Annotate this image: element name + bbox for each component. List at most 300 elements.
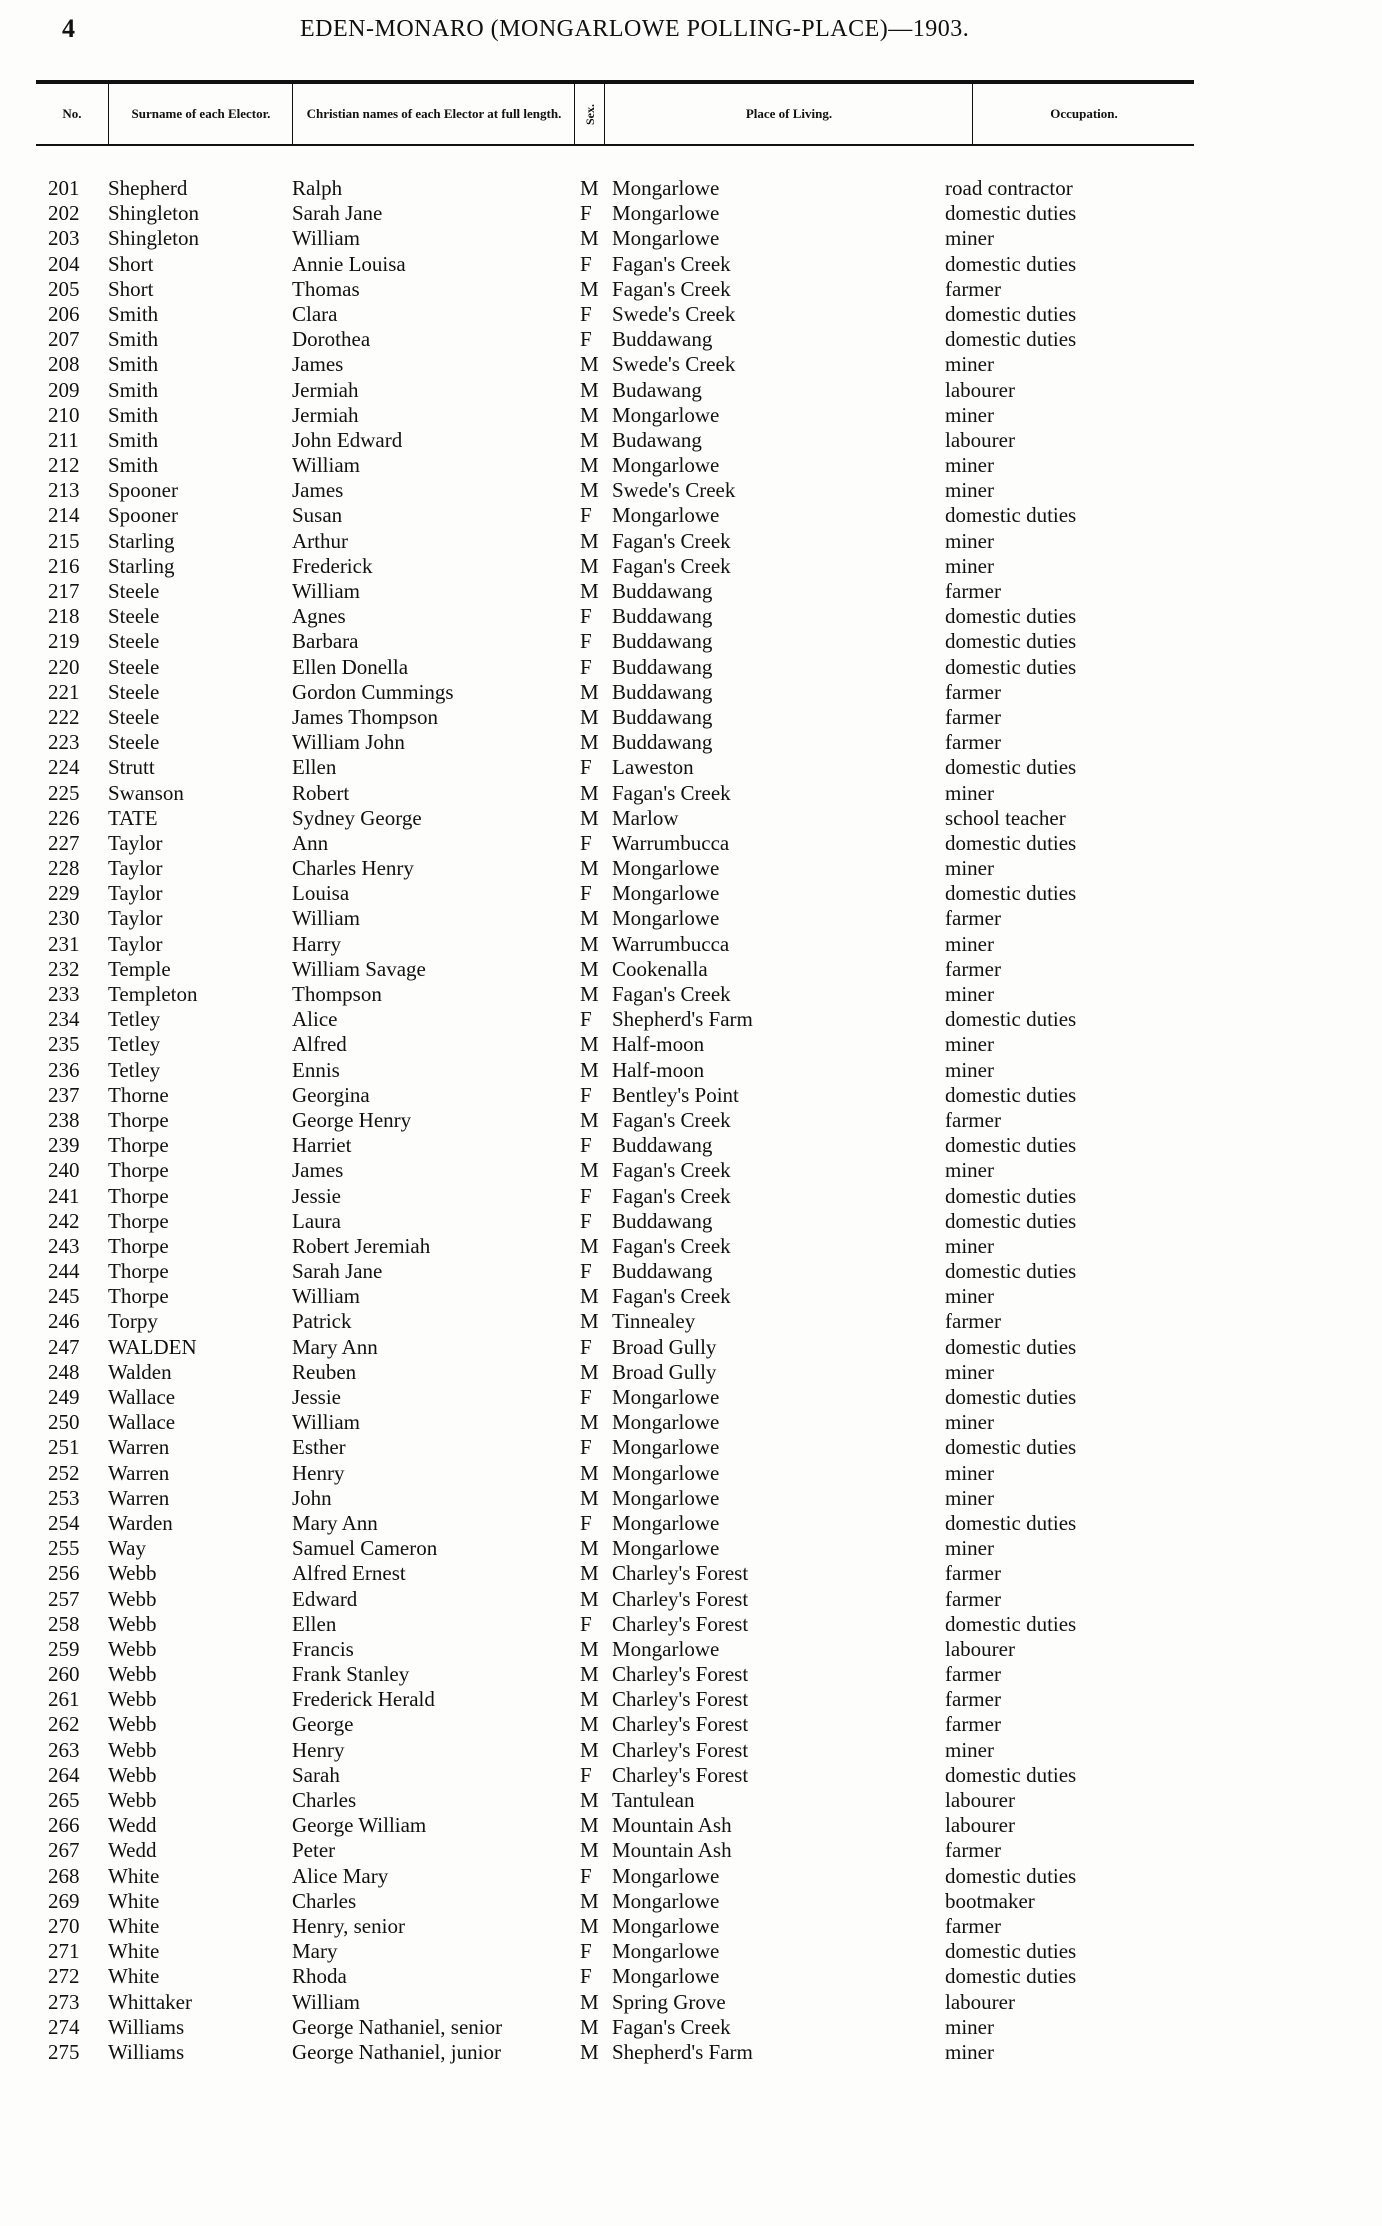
row-surname: Thorpe <box>108 1107 169 1132</box>
row-number: 225 <box>48 780 80 805</box>
row-sex: M <box>580 1158 599 1183</box>
row-surname: Tetley <box>108 1057 161 1082</box>
row-christian-names: Rhoda <box>292 1964 347 1989</box>
row-number: 257 <box>48 1586 80 1611</box>
row-christian-names: Clara <box>292 301 338 326</box>
row-christian-names: George Nathaniel, junior <box>292 2039 501 2064</box>
row-occupation: farmer <box>945 730 1001 755</box>
row-christian-names: Alice <box>292 1007 338 1032</box>
row-christian-names: William <box>292 453 360 478</box>
row-occupation: domestic duties <box>945 201 1077 226</box>
row-christian-names: Arthur <box>292 528 348 553</box>
row-number: 238 <box>48 1107 80 1132</box>
table-row <box>0 1083 1382 1108</box>
row-surname: Warren <box>108 1460 170 1485</box>
row-sex: F <box>580 327 592 352</box>
row-number: 205 <box>48 276 80 301</box>
table-row <box>0 1889 1382 1914</box>
row-place: Mongarlowe <box>612 1410 720 1435</box>
row-occupation: miner <box>945 1460 994 1485</box>
row-surname: Starling <box>108 528 175 553</box>
row-occupation: road contractor <box>945 176 1073 200</box>
row-occupation: labourer <box>945 427 1015 452</box>
table-row <box>0 1158 1382 1183</box>
row-sex: M <box>580 1057 599 1082</box>
row-place: Charley's Forest <box>612 1586 749 1611</box>
row-occupation: domestic duties <box>945 1611 1077 1636</box>
row-christian-names: William <box>292 1989 360 2014</box>
row-sex: F <box>580 881 592 906</box>
row-number: 222 <box>48 704 80 729</box>
row-christian-names: Patrick <box>292 1309 352 1334</box>
row-place: Mongarlowe <box>612 1385 720 1409</box>
table-row <box>0 1914 1382 1939</box>
table-row <box>0 529 1382 554</box>
col-divider <box>972 84 973 144</box>
row-number: 239 <box>48 1133 80 1158</box>
row-place: Buddawang <box>612 1208 713 1233</box>
row-occupation: miner <box>945 1233 994 1258</box>
row-number: 252 <box>48 1460 80 1485</box>
row-christian-names: Georgina <box>292 1082 370 1107</box>
row-number: 262 <box>48 1712 80 1737</box>
row-sex: F <box>580 1385 592 1409</box>
table-row <box>0 403 1382 428</box>
row-number: 235 <box>48 1032 80 1057</box>
row-number: 202 <box>48 201 80 226</box>
row-number: 267 <box>48 1838 80 1863</box>
row-number: 215 <box>48 528 80 553</box>
table-row <box>0 932 1382 957</box>
row-surname: Whittaker <box>108 1989 192 2014</box>
table-row <box>0 1712 1382 1737</box>
row-sex: M <box>580 528 599 553</box>
row-number: 273 <box>48 1989 80 2014</box>
row-surname: Webb <box>108 1611 157 1636</box>
row-sex: F <box>580 755 592 780</box>
row-surname: Steele <box>108 730 160 755</box>
row-number: 269 <box>48 1888 80 1913</box>
row-sex: F <box>580 830 592 855</box>
row-number: 242 <box>48 1208 80 1233</box>
row-sex: M <box>580 1662 599 1687</box>
row-number: 251 <box>48 1435 80 1460</box>
row-occupation: domestic duties <box>945 251 1077 276</box>
row-surname: Thorpe <box>108 1158 169 1183</box>
row-number: 207 <box>48 327 80 352</box>
row-number: 253 <box>48 1485 80 1510</box>
row-number: 258 <box>48 1611 80 1636</box>
row-occupation: miner <box>945 1032 994 1057</box>
table-row <box>0 1864 1382 1889</box>
row-occupation: labourer <box>945 377 1015 402</box>
row-occupation: farmer <box>945 956 1001 981</box>
row-sex: F <box>580 251 592 276</box>
row-place: Buddawang <box>612 629 713 654</box>
row-surname: Smith <box>108 301 159 326</box>
row-number: 248 <box>48 1359 80 1384</box>
row-number: 245 <box>48 1284 80 1309</box>
row-surname: Smith <box>108 377 159 402</box>
row-christian-names: Reuben <box>292 1359 357 1384</box>
table-row <box>0 554 1382 579</box>
row-sex: M <box>580 352 599 377</box>
row-christian-names: Frederick Herald <box>292 1687 435 1712</box>
row-sex: M <box>580 1813 599 1838</box>
row-number: 211 <box>48 427 79 452</box>
row-place: Charley's Forest <box>612 1662 749 1687</box>
row-number: 270 <box>48 1913 80 1938</box>
row-sex: M <box>580 377 599 402</box>
row-sex: M <box>580 1561 599 1586</box>
row-surname: Williams <box>108 2039 185 2064</box>
table-row <box>0 1410 1382 1435</box>
row-place: Warrumbucca <box>612 931 730 956</box>
row-occupation: miner <box>945 931 994 956</box>
table-row <box>0 1637 1382 1662</box>
row-surname: Smith <box>108 327 159 352</box>
row-christian-names: Peter <box>292 1838 336 1863</box>
row-sex: M <box>580 1788 599 1812</box>
table-row <box>0 781 1382 806</box>
row-sex: F <box>580 1762 592 1787</box>
row-surname: White <box>108 1913 160 1938</box>
table-row <box>0 755 1382 780</box>
row-surname: Spooner <box>108 478 178 503</box>
table-row <box>0 453 1382 478</box>
row-surname: Taylor <box>108 856 163 881</box>
table-row <box>0 1687 1382 1712</box>
row-sex: M <box>580 1410 599 1435</box>
row-place: Tinnealey <box>612 1309 696 1334</box>
row-occupation: domestic duties <box>945 301 1077 326</box>
table-row <box>0 1486 1382 1511</box>
row-christian-names: Jermiah <box>292 377 359 402</box>
row-sex: M <box>580 2014 599 2039</box>
row-sex: M <box>580 1687 599 1712</box>
table-row <box>0 1964 1382 1989</box>
row-surname: Wallace <box>108 1385 176 1409</box>
row-number: 237 <box>48 1082 80 1107</box>
row-occupation: domestic duties <box>945 327 1077 352</box>
row-sex: F <box>580 1007 592 1032</box>
row-sex: F <box>580 1183 592 1208</box>
row-number: 208 <box>48 352 80 377</box>
row-surname: WALDEN <box>108 1334 197 1359</box>
row-place: Mongarlowe <box>612 906 720 931</box>
table-row <box>0 982 1382 1007</box>
table-row <box>0 1385 1382 1410</box>
row-number: 210 <box>48 402 80 427</box>
row-number: 263 <box>48 1737 80 1762</box>
table-row <box>0 277 1382 302</box>
row-surname: Starling <box>108 553 175 578</box>
row-number: 203 <box>48 226 80 251</box>
column-headers <box>36 84 1194 146</box>
table-row <box>0 1284 1382 1309</box>
page-title: EDEN-MONARO (MONGARLOWE POLLING-PLACE)—1903. <box>300 16 970 42</box>
row-christian-names: Sydney George <box>292 805 422 830</box>
row-occupation: farmer <box>945 679 1001 704</box>
row-sex: M <box>580 856 599 881</box>
row-sex: M <box>580 1460 599 1485</box>
row-number: 213 <box>48 478 80 503</box>
row-christian-names: Frank Stanley <box>292 1662 410 1687</box>
table-row <box>0 1536 1382 1561</box>
table-row <box>0 1788 1382 1813</box>
row-sex: M <box>580 176 599 200</box>
row-occupation: labourer <box>945 1989 1015 2014</box>
row-place: Tantulean <box>612 1788 695 1812</box>
row-occupation: farmer <box>945 1687 1001 1712</box>
row-surname: Short <box>108 251 154 276</box>
row-occupation: miner <box>945 453 994 478</box>
table-row <box>0 478 1382 503</box>
row-sex: M <box>580 1737 599 1762</box>
row-number: 206 <box>48 301 80 326</box>
row-christian-names: Ellen <box>292 755 337 780</box>
row-occupation: miner <box>945 982 994 1006</box>
row-surname: TATE <box>108 805 158 830</box>
row-number: 275 <box>48 2039 80 2064</box>
row-number: 272 <box>48 1964 80 1989</box>
row-christian-names: Mary Ann <box>292 1510 378 1535</box>
row-number: 230 <box>48 906 80 931</box>
table-row <box>0 1461 1382 1486</box>
row-christian-names: Ann <box>292 830 329 855</box>
table-row <box>0 1335 1382 1360</box>
row-occupation: domestic duties <box>945 1082 1077 1107</box>
row-number: 233 <box>48 982 80 1006</box>
row-place: Fagan's Creek <box>612 2014 731 2039</box>
row-christian-names: Jessie <box>292 1183 341 1208</box>
row-surname: Tetley <box>108 1032 161 1057</box>
row-occupation: farmer <box>945 1309 1001 1334</box>
row-sex: M <box>580 1712 599 1737</box>
table-row <box>0 906 1382 931</box>
row-place: Fagan's Creek <box>612 1284 731 1309</box>
row-occupation: miner <box>945 1158 994 1183</box>
row-place: Swede's Creek <box>612 352 736 377</box>
row-christian-names: Ellen <box>292 1611 337 1636</box>
row-place: Spring Grove <box>612 1989 726 2014</box>
row-christian-names: James Thompson <box>292 704 439 729</box>
row-occupation: labourer <box>945 1813 1015 1838</box>
row-sex: M <box>580 1636 599 1661</box>
row-surname: Torpy <box>108 1309 158 1334</box>
row-place: Buddawang <box>612 730 713 755</box>
row-occupation: domestic duties <box>945 1385 1077 1409</box>
table-row <box>0 378 1382 403</box>
table-row <box>0 1259 1382 1284</box>
row-place: Buddawang <box>612 579 713 603</box>
row-place: Buddawang <box>612 654 713 679</box>
row-place: Mongarlowe <box>612 856 720 881</box>
row-number: 261 <box>48 1687 80 1712</box>
table-row <box>0 1184 1382 1209</box>
row-occupation: domestic duties <box>945 1435 1077 1460</box>
row-number: 219 <box>48 629 80 654</box>
row-sex: M <box>580 906 599 931</box>
row-place: Mongarlowe <box>612 176 720 200</box>
row-surname: Thorpe <box>108 1183 169 1208</box>
row-surname: Webb <box>108 1636 157 1661</box>
row-place: Mongarlowe <box>612 881 720 906</box>
row-place: Fagan's Creek <box>612 780 731 805</box>
row-place: Buddawang <box>612 679 713 704</box>
row-place: Charley's Forest <box>612 1561 749 1586</box>
row-place: Mountain Ash <box>612 1813 732 1838</box>
row-sex: F <box>580 654 592 679</box>
row-sex: M <box>580 1284 599 1309</box>
row-number: 265 <box>48 1788 80 1812</box>
row-place: Mongarlowe <box>612 1863 720 1888</box>
row-place: Marlow <box>612 805 679 830</box>
row-surname: Shingleton <box>108 201 200 226</box>
row-number: 250 <box>48 1410 80 1435</box>
row-number: 266 <box>48 1813 80 1838</box>
row-place: Mongarlowe <box>612 1435 720 1460</box>
table-row <box>0 1838 1382 1863</box>
row-surname: Spooner <box>108 503 178 528</box>
row-place: Charley's Forest <box>612 1712 749 1737</box>
row-sex: M <box>580 579 599 603</box>
row-number: 232 <box>48 956 80 981</box>
row-surname: Taylor <box>108 931 163 956</box>
row-surname: Temple <box>108 956 171 981</box>
row-occupation: farmer <box>945 1561 1001 1586</box>
row-sex: M <box>580 553 599 578</box>
row-christian-names: Agnes <box>292 604 346 629</box>
row-sex: M <box>580 780 599 805</box>
row-occupation: miner <box>945 1359 994 1384</box>
table-row <box>0 655 1382 680</box>
row-surname: Steele <box>108 654 160 679</box>
row-occupation: domestic duties <box>945 503 1077 528</box>
col-header-sex <box>576 84 604 144</box>
row-occupation: farmer <box>945 579 1001 603</box>
row-christian-names: William <box>292 906 360 931</box>
row-number: 260 <box>48 1662 80 1687</box>
table-row <box>0 226 1382 251</box>
row-surname: Webb <box>108 1737 157 1762</box>
row-christian-names: Alfred Ernest <box>292 1561 406 1586</box>
col-header-occupation: Occupation. <box>1050 106 1118 121</box>
row-number: 217 <box>48 579 80 603</box>
row-number: 221 <box>48 679 80 704</box>
table-row <box>0 1738 1382 1763</box>
table-row <box>0 579 1382 604</box>
row-place: Mongarlowe <box>612 1888 720 1913</box>
row-sex: F <box>580 1334 592 1359</box>
row-surname: Thorpe <box>108 1133 169 1158</box>
row-surname: Webb <box>108 1712 157 1737</box>
row-number: 246 <box>48 1309 80 1334</box>
row-sex: M <box>580 1233 599 1258</box>
table-row <box>0 503 1382 528</box>
row-number: 256 <box>48 1561 80 1586</box>
row-occupation: miner <box>945 1057 994 1082</box>
row-occupation: miner <box>945 1737 994 1762</box>
row-occupation: labourer <box>945 1636 1015 1661</box>
row-place: Fagan's Creek <box>612 276 731 301</box>
table-row <box>0 705 1382 730</box>
row-place: Buddawang <box>612 1133 713 1158</box>
row-occupation: domestic duties <box>945 881 1077 906</box>
row-place: Shepherd's Farm <box>612 2039 753 2064</box>
row-christian-names: Annie Louisa <box>292 251 406 276</box>
row-number: 216 <box>48 553 80 578</box>
row-christian-names: Robert <box>292 780 350 805</box>
row-sex: M <box>580 427 599 452</box>
row-christian-names: Mary Ann <box>292 1334 378 1359</box>
row-christian-names: Jessie <box>292 1385 341 1409</box>
row-christian-names: Charles Henry <box>292 856 414 881</box>
row-surname: Taylor <box>108 830 163 855</box>
row-surname: Thorpe <box>108 1284 169 1309</box>
row-occupation: farmer <box>945 1913 1001 1938</box>
row-surname: White <box>108 1888 160 1913</box>
row-occupation: school teacher <box>945 805 1066 830</box>
row-number: 254 <box>48 1510 80 1535</box>
row-occupation: domestic duties <box>945 1939 1077 1964</box>
row-place: Fagan's Creek <box>612 1233 731 1258</box>
row-occupation: miner <box>945 856 994 881</box>
row-christian-names: Esther <box>292 1435 346 1460</box>
row-place: Fagan's Creek <box>612 528 731 553</box>
table-row <box>0 957 1382 982</box>
table-row <box>0 831 1382 856</box>
row-christian-names: Laura <box>292 1208 341 1233</box>
row-surname: Webb <box>108 1687 157 1712</box>
row-occupation: domestic duties <box>945 830 1077 855</box>
row-sex: F <box>580 1259 592 1284</box>
row-surname: Steele <box>108 679 160 704</box>
row-sex: M <box>580 226 599 251</box>
row-occupation: farmer <box>945 1107 1001 1132</box>
row-sex: M <box>580 276 599 301</box>
row-christian-names: Frederick <box>292 553 373 578</box>
table-row <box>0 2015 1382 2040</box>
row-number: 236 <box>48 1057 80 1082</box>
row-occupation: domestic duties <box>945 1964 1077 1989</box>
page-number: 4 <box>62 14 75 43</box>
row-number: 228 <box>48 856 80 881</box>
row-number: 271 <box>48 1939 80 1964</box>
row-christian-names: William Savage <box>292 956 426 981</box>
row-place: Fagan's Creek <box>612 982 731 1006</box>
row-christian-names: Henry, senior <box>292 1913 405 1938</box>
row-number: 224 <box>48 755 80 780</box>
table-row <box>0 1108 1382 1133</box>
table-row <box>0 352 1382 377</box>
row-christian-names: James <box>292 1158 344 1183</box>
row-christian-names: Jermiah <box>292 402 359 427</box>
row-christian-names: Charles <box>292 1788 357 1812</box>
row-surname: Smith <box>108 427 159 452</box>
table-row <box>0 1058 1382 1083</box>
row-sex: M <box>580 931 599 956</box>
row-sex: F <box>580 1611 592 1636</box>
row-christian-names: Francis <box>292 1636 354 1661</box>
col-divider <box>574 84 575 144</box>
row-place: Buddawang <box>612 604 713 629</box>
row-surname: Swanson <box>108 780 184 805</box>
row-christian-names: Alice Mary <box>292 1863 389 1888</box>
table-row <box>0 2040 1382 2065</box>
row-sex: M <box>580 805 599 830</box>
row-christian-names: George Nathaniel, senior <box>292 2014 503 2039</box>
